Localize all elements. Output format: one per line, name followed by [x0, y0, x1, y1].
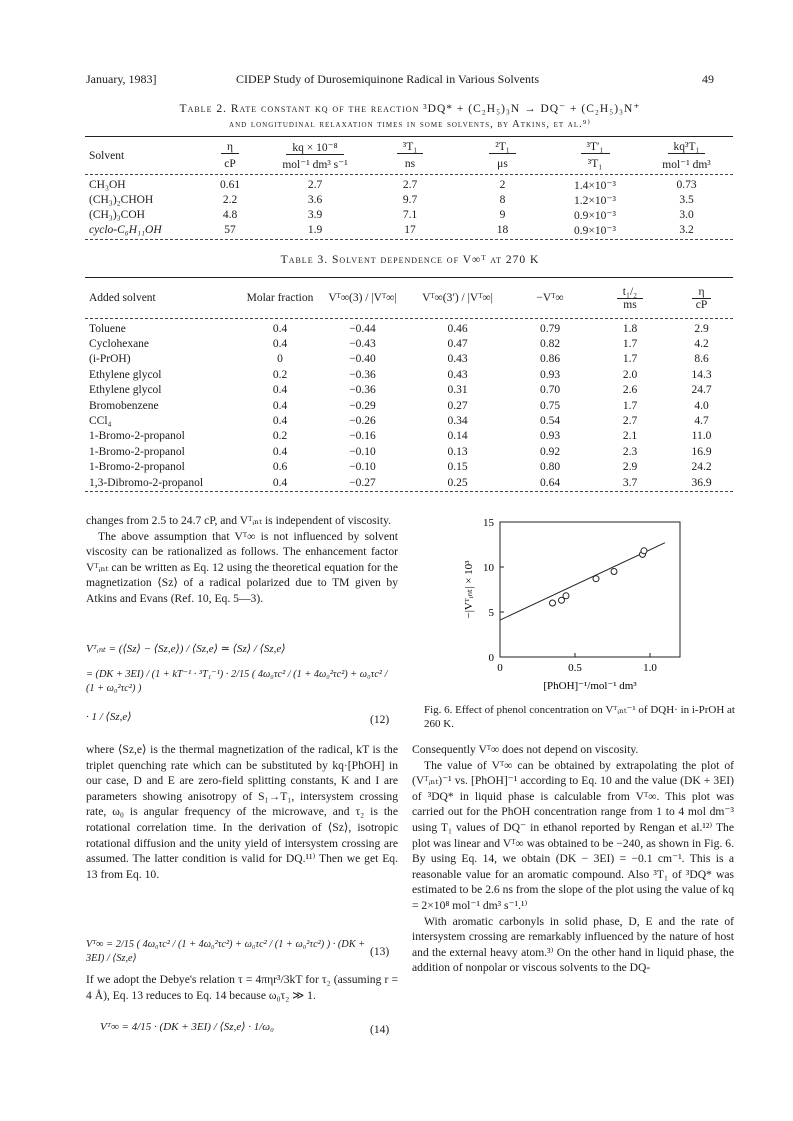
table3-cell: 0.46: [447, 322, 468, 335]
table-row: [85, 222, 733, 237]
table-row: [85, 460, 733, 475]
table3-cell: 0.4: [272, 445, 288, 458]
table3-col-thalf: t₁/₂ ms: [590, 282, 670, 314]
paragraph: The value of Vᵀ∞ can be obtained by extrapolating the plot of (Vᵀᵢₙₜ)⁻¹ vs. [PhOH]⁻¹ according to Eq. 10 and the value (DK + 3EI) of ³DQ* in liquid phase is calculable from Vᵀ∞. This plot was carried out for the PhOH concentration range from 1 to 4 mol dm⁻³ using T₁ values of DQ⁻ in ethanol reported by Rengan et al.¹²⁾ The plot was linear and Vᵀ∞ was obtained to be −240, as shown in Fig. 6. By using Eq. 14, we obtain (DK − 3EI) = −0.1 cm⁻¹. This is a reasonable value for an aromatic compound. Also ³T₁ of ³DQ* was estimated to be 2.6 ns from the slope of the plot using the value of kq = 2×10⁸ mol⁻¹ dm³ s⁻¹.¹⁾: [412, 758, 734, 912]
table2-cell: 9: [499, 208, 506, 221]
table3-cell: −0.10: [349, 445, 376, 458]
table2-top-rule: [85, 136, 733, 137]
table3-cell: 0.75: [539, 399, 561, 412]
paragraph: changes from 2.5 to 24.7 cP, and Vᵀᵢₙₜ is independent of viscosity.: [86, 514, 392, 527]
table3-cell: 1-Bromo-2-propanol: [89, 445, 185, 458]
equation-13: Vᵀ∞ = 2/15 ( 4ω₀τc² / (1 + 4ω₀²τc²) + ω₀τc² / (1 + ω₀²τc²) ) · (DK + 3EI) / ⟨Sz,e⟩: [86, 939, 366, 964]
table2-cell: cyclo-C₆H₁₁OH: [89, 223, 162, 236]
table-row: [85, 336, 733, 351]
table3-cell: 0.79: [539, 322, 561, 335]
data-point: [593, 576, 599, 582]
table2-cell: CH₃OH: [89, 178, 126, 191]
table3-cell: 0.34: [447, 415, 468, 428]
y-tick-label: 10: [483, 562, 494, 574]
x-tick-label: 0: [497, 662, 503, 674]
table3-header: [85, 282, 733, 314]
y-tick-label: 0: [488, 652, 494, 664]
paragraph: With aromatic carbonyls in solid phase, D, E and the rate of intersystem crossing are remarkably influenced by the nature of host and the external heavy atom.³⁾ On the other hand in liquid phase, the addition of nonpolar or viscous solvents to the DQ-: [412, 914, 734, 975]
table2-cell: 2.2: [222, 193, 238, 206]
table2-cell: (CH₃)₂CHOH: [89, 193, 154, 206]
left-column-cont: [86, 742, 398, 882]
table3-cell: 1.7: [622, 338, 638, 351]
table3-col-fraction: Molar fraction: [246, 292, 314, 304]
x-tick-label: 0.5: [568, 662, 582, 674]
table3-cell: 0.43: [447, 368, 468, 381]
table3-cell: 14.3: [691, 368, 712, 381]
table-row: [85, 321, 733, 336]
table3-cell: 0: [277, 353, 283, 366]
table-row: [85, 383, 733, 398]
table3-cell: 1-Bromo-2-propanol: [89, 430, 185, 443]
table2-cell: 9.7: [402, 193, 418, 206]
table2-cell: 0.9×10⁻³: [574, 224, 616, 237]
table3-cell: 0.13: [447, 445, 468, 458]
table2-cell: 17: [404, 223, 416, 236]
table3-cell: 0.4: [272, 399, 288, 412]
table-row: [85, 177, 733, 192]
table3-cell: 0.4: [272, 476, 288, 489]
table3-col-vinf: −Vᵀ∞: [536, 292, 564, 304]
table3-cell: (i-PrOH): [89, 353, 131, 366]
table2-col-kq3t1: kq³T₁: [640, 140, 733, 155]
table3-cell: 36.9: [691, 476, 712, 489]
table2-cell: 2.7: [402, 178, 418, 191]
table2-unit-3t1: ns: [404, 157, 416, 170]
table3-cell: 0.54: [539, 415, 561, 428]
table3-cell: −0.40: [349, 353, 376, 366]
table2-cell: 0.61: [219, 178, 241, 191]
table3-cell: 4.7: [694, 415, 709, 428]
paragraph: Consequently Vᵀ∞ does not depend on viscosity.: [412, 743, 639, 756]
table3-header-rule: [85, 318, 733, 319]
table3-cell: 1,3-Dibromo-2-propanol: [89, 476, 204, 489]
table2-cell: 1.4×10⁻³: [574, 179, 616, 192]
table3-cell: 1.7: [622, 399, 638, 412]
table3-cell: Ethylene glycol: [89, 368, 162, 381]
table3-cell: −0.29: [349, 399, 376, 412]
table3-cell: 0.2: [272, 430, 288, 443]
table2-cell: 2: [499, 178, 506, 191]
equation-12-line2: = (DK + 3EI) / (1 + kT⁻¹ · ³T₁⁻¹) · 2/15 ( 4ω₀τc² / (1 + 4ω₀²τc²) + ω₀τc² / (1 + ω₀²τc²) ): [86, 669, 388, 694]
table2-unit-2t1: μs: [497, 157, 508, 170]
table3-cell: 0.15: [447, 461, 468, 474]
table2-caption-line1: Table 2. Rate constant kq of the reaction ³DQ* + (C₂H₅)₃N → DQ⁻ + (C₂H₅)₃N⁺: [179, 103, 641, 115]
table3-cell: −0.26: [349, 415, 376, 428]
table3-caption: Table 3. Solvent dependence of V∞ᵀ at 270 K: [280, 254, 540, 266]
table2-bottom-rule: [85, 239, 733, 240]
left-column-cont2: [86, 972, 398, 1003]
table2-unit-kq3t1: mol⁻¹ dm³: [662, 158, 711, 171]
table3-cell: 0.4: [272, 338, 288, 351]
equation-14-number: (14): [370, 1024, 390, 1036]
table3-cell: 8.6: [694, 353, 709, 366]
equation-13-number: (13): [370, 946, 390, 958]
table3-cell: 2.3: [622, 445, 638, 458]
table3-cell: 0.4: [272, 384, 288, 397]
paragraph: The above assumption that Vᵀ∞ is not influenced by solvent viscosity can be rationalized as follows. The enhancement factor Vᵀᵢₙₜ can be written as Eq. 12 using the theoretical equation for the magnetization ⟨Sz⟩ of a radical polarized due to TM given by Atkins and Evans (Ref. 10, Eq. 5—3).: [86, 529, 398, 605]
table2-unit-eta: cP: [224, 157, 236, 170]
table3-cell: 0.93: [539, 430, 561, 443]
table-row: [85, 444, 733, 459]
table2-cell: (CH₃)₃COH: [89, 208, 145, 221]
table2-cell: 0.9×10⁻³: [574, 209, 616, 222]
table3-cell: −0.27: [349, 476, 376, 489]
table3-cell: 2.9: [694, 322, 709, 335]
table3-cell: 0.70: [539, 384, 561, 397]
table2-cell: 3.5: [679, 193, 694, 206]
data-point: [550, 600, 556, 606]
table3-cell: −0.10: [349, 461, 376, 474]
table3-col-v3: Vᵀ∞(3) / |Vᵀ∞|: [328, 292, 397, 304]
table-row: [85, 367, 733, 382]
table3-cell: 0.86: [539, 353, 561, 366]
table3-cell: 0.80: [539, 461, 561, 474]
table3-cell: 2.1: [622, 430, 638, 443]
table3-cell: 3.7: [622, 476, 638, 489]
equation-12-line1: Vᵀᵢₙₜ = (⟨Sz⟩ − ⟨Sz,e⟩) / ⟨Sz,e⟩ ≃ ⟨Sz⟩ / ⟨Sz,e⟩: [86, 643, 286, 655]
data-point: [611, 569, 617, 575]
table3-cell: 0.64: [539, 476, 561, 489]
table2-cell: 3.2: [679, 223, 694, 236]
table3-cell: 0.43: [447, 353, 468, 366]
table3-cell: 0.92: [539, 445, 561, 458]
table3-cell: 2.9: [622, 461, 638, 474]
table3-cell: 2.0: [622, 368, 638, 381]
paragraph: If we adopt the Debye's relation τ = 4πηr³/3kT for τ₂ (assuming r = 4 Å), Eq. 13 reduces to Eq. 14 because ω₀τ₂ ≫ 1.: [86, 973, 398, 1002]
table3-cell: −0.36: [349, 368, 376, 381]
equation-14: Vᵀ∞ = 4/15 · (DK + 3EI) / ⟨Sz,e⟩ · 1/ω₀: [100, 1021, 274, 1033]
table3-body: [85, 321, 733, 490]
table2-caption-line2: and longitudinal relaxation times in some solvents, by Atkins, et al.⁹⁾: [229, 119, 591, 130]
table2-cell: 1.9: [307, 223, 323, 236]
table2-col-2t1: ²T₁: [455, 140, 550, 155]
right-column: [412, 742, 734, 976]
table3-cell: Ethylene glycol: [89, 384, 162, 397]
table3-cell: 0.82: [539, 338, 561, 351]
table3-cell: 0.27: [447, 399, 468, 412]
table3-cell: 0.31: [447, 384, 468, 397]
table2-cell: 0.73: [676, 178, 697, 191]
table3-cell: 0.47: [447, 338, 468, 351]
equation-12-line3: · 1 / ⟨Sz,e⟩: [86, 711, 132, 723]
table3-col-eta: η cP: [670, 282, 733, 314]
table3-cell: 24.7: [691, 384, 712, 397]
table3-cell: 0.4: [272, 322, 288, 335]
table-row: [85, 207, 733, 222]
table3-cell: 4.0: [694, 399, 709, 412]
table3-top-rule: [85, 277, 733, 278]
x-tick-label: 1.0: [643, 662, 657, 674]
x-axis-label: [PhOH]⁻¹/mol⁻¹ dm³: [543, 680, 637, 692]
table3-cell: 24.2: [691, 461, 712, 474]
data-point: [563, 593, 569, 599]
table3-cell: 1.8: [622, 322, 638, 335]
table3-cell: 1-Bromo-2-propanol: [89, 461, 185, 474]
table3-cell: 2.6: [622, 384, 638, 397]
figure-6-chart: [460, 512, 690, 702]
y-tick-label: 5: [488, 607, 494, 619]
table3-cell: 0.4: [272, 415, 288, 428]
table2-cell: 18: [496, 223, 509, 236]
table2-cell: 4.8: [222, 208, 238, 221]
table2-body: [85, 177, 733, 237]
table-row: [85, 413, 733, 428]
table3-cell: −0.36: [349, 384, 376, 397]
table3-col-solvent: Added solvent: [89, 292, 156, 304]
table2-cell: 57: [224, 223, 236, 236]
table2-col-kq: kq × 10⁻⁸: [265, 140, 365, 155]
data-point: [641, 548, 647, 554]
table3-cell: 1.7: [622, 353, 638, 366]
table-row: [85, 398, 733, 413]
table3-cell: Cyclohexane: [89, 338, 150, 351]
table3-bottom-rule: [85, 491, 733, 492]
y-tick-label: 15: [483, 517, 494, 529]
table3-cell: 2.7: [622, 415, 638, 428]
table3-col-v3prime: Vᵀ∞(3′) / |Vᵀ∞|: [422, 292, 493, 304]
table3-cell: 0.2: [272, 368, 288, 381]
table2-cell: 1.2×10⁻³: [574, 194, 616, 207]
table-row: [85, 475, 733, 490]
table3-cell: Toluene: [89, 322, 126, 335]
table2-cell: 3.9: [307, 208, 323, 221]
table2-col-3t1prime: ³T′₁: [550, 140, 640, 155]
left-column: [86, 513, 398, 607]
header-date: January, 1983]: [86, 72, 157, 86]
table-row: [85, 192, 733, 207]
table2-cell: 8: [499, 193, 506, 206]
y-axis-label: −|Vᵀᵢₙₜ| × 10³: [463, 560, 475, 619]
table-row: [85, 429, 733, 444]
table3-cell: 0.6: [272, 461, 288, 474]
table2-cell: 3.0: [679, 208, 694, 221]
paragraph: where ⟨Sz,e⟩ is the thermal magnetization of the radical, kT is the triplet quenching rate which can be substituted by kq·[PhOH] in our case, D and E are zero-field splitting constants, K and I are parameters showing anisotropy of S₁→T₁, intersystem crossing rate, ω₀ is angular frequency of the microwave, and τ₂ is the rotational correlation time. In the derivation of ⟨Sz⟩, isotropic rotational diffusion and the unity yield of intersystem crossing are assumed. The latter condition is valid for DQ.¹¹⁾ Then we get Eq. 13 from Eq. 10.: [86, 743, 398, 881]
table3-cell: Bromobenzene: [89, 399, 159, 412]
table2-unit-kq: mol⁻¹ dm³ s⁻¹: [282, 158, 348, 171]
table-row: [85, 352, 733, 367]
table3-cell: 4.2: [694, 338, 709, 351]
table3-cell: 0.14: [447, 430, 468, 443]
table3-cell: 0.25: [447, 476, 468, 489]
table3-cell: −0.44: [349, 322, 376, 335]
table2-col-3t1: ³T₁: [365, 140, 455, 155]
table2-header-rule: [85, 174, 733, 175]
table3-cell: −0.43: [349, 338, 376, 351]
figure-6-caption: Fig. 6. Effect of phenol concentration on Vᵀᵢₙₜ⁻¹ of DQH· in i-PrOH at 260 K.: [424, 704, 735, 730]
table3-cell: 0.93: [539, 368, 561, 381]
table3-cell: 16.9: [691, 445, 712, 458]
plot-frame: [500, 522, 680, 657]
table2-unit-3t1prime: ³T₁: [587, 157, 603, 170]
page-number: 49: [702, 72, 714, 86]
table2-cell: 2.7: [307, 178, 323, 191]
header-title: CIDEP Study of Durosemiquinone Radical in Various Solvents: [236, 72, 539, 86]
table2-col-eta: η: [195, 140, 265, 155]
table3-cell: CCl₄: [89, 415, 112, 428]
table2-header: [85, 140, 733, 172]
table3-cell: 11.0: [691, 430, 712, 443]
table2-col-solvent: Solvent: [89, 150, 125, 162]
table3-cell: −0.16: [349, 430, 376, 443]
equation-12-number: (12): [370, 714, 390, 726]
table2-cell: 7.1: [402, 208, 418, 221]
table2-cell: 3.6: [307, 193, 323, 206]
